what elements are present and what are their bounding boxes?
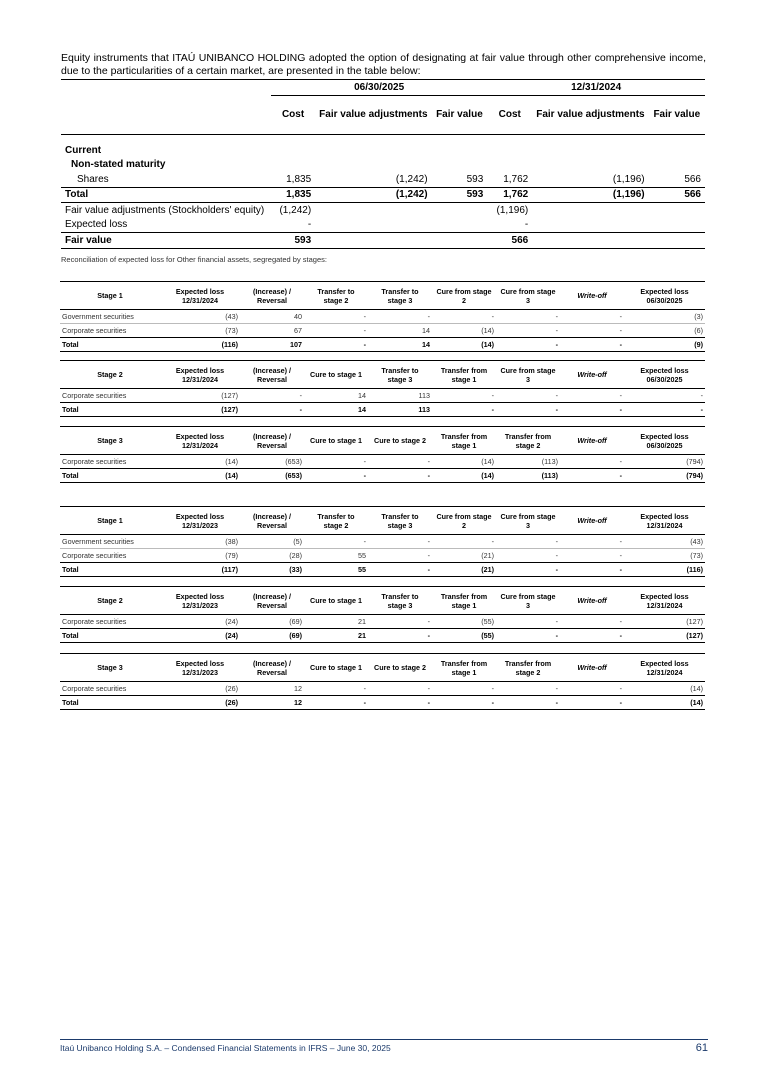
value-cell: 1,835 bbox=[286, 173, 312, 185]
stage1-table-2024 bbox=[60, 506, 705, 577]
value-cell: 14 bbox=[422, 326, 430, 335]
table-row bbox=[60, 549, 705, 563]
value-cell: (14) bbox=[690, 684, 703, 693]
value-cell: (24) bbox=[225, 617, 238, 626]
value-cell: - bbox=[560, 469, 624, 483]
value-cell: - bbox=[560, 338, 624, 352]
column-header: Cure from stage 2 bbox=[432, 507, 496, 535]
value-cell: (26) bbox=[160, 696, 240, 710]
table-row bbox=[60, 455, 705, 469]
table-row bbox=[60, 310, 705, 324]
column-header: Expected loss 12/31/2024 bbox=[624, 507, 705, 535]
total-label: Total bbox=[60, 338, 160, 352]
column-header: Cure to stage 1 bbox=[304, 361, 368, 389]
column-header: Transfer from stage 2 bbox=[496, 427, 560, 455]
value-cell: - bbox=[432, 403, 496, 417]
table-header-row bbox=[60, 427, 705, 455]
column-header: Transfer to stage 2 bbox=[304, 507, 368, 535]
value-cell: (73) bbox=[225, 326, 238, 335]
column-header: (Increase) / Reversal bbox=[240, 427, 304, 455]
value-cell: - bbox=[432, 310, 496, 324]
period-2: 12/31/2024 bbox=[487, 80, 705, 96]
value-cell: (21) bbox=[481, 551, 494, 560]
value-cell: 40 bbox=[240, 310, 304, 324]
total-label: Total bbox=[60, 469, 160, 483]
value-cell: - bbox=[427, 617, 430, 626]
value-cell: 593 bbox=[466, 173, 484, 185]
value-cell: (6) bbox=[694, 326, 703, 335]
total-label: Total bbox=[60, 403, 160, 417]
expected-loss-label: Expected loss bbox=[61, 218, 271, 233]
value-cell: - bbox=[240, 403, 304, 417]
column-header: Transfer from stage 1 bbox=[432, 587, 496, 615]
value-cell: - bbox=[496, 563, 560, 577]
value-cell: (127) bbox=[221, 391, 238, 400]
column-header: Stage 1 bbox=[60, 282, 160, 310]
value-cell: - bbox=[555, 391, 558, 400]
row-label: Corporate securities bbox=[62, 617, 127, 626]
column-header: Stage 1 bbox=[60, 507, 160, 535]
column-header: Cure to stage 1 bbox=[304, 587, 368, 615]
value-cell: - bbox=[555, 326, 558, 335]
value-cell: - bbox=[368, 563, 432, 577]
expected-loss-row bbox=[61, 218, 705, 233]
value-cell: - bbox=[496, 403, 560, 417]
adjustments-row bbox=[61, 203, 705, 218]
header-cost: Cost bbox=[271, 96, 315, 135]
row-label: Government securities bbox=[60, 310, 160, 324]
value-cell: (1,242) bbox=[315, 187, 431, 203]
column-header: Expected loss 06/30/2025 bbox=[624, 427, 705, 455]
stage3-table-2025 bbox=[60, 426, 705, 483]
value-cell: (127) bbox=[624, 629, 705, 643]
value-cell: (117) bbox=[160, 563, 240, 577]
value-cell: (113) bbox=[496, 469, 560, 483]
value-cell: (69) bbox=[240, 629, 304, 643]
value-cell: (127) bbox=[160, 403, 240, 417]
total-row bbox=[60, 629, 705, 643]
value-cell: - bbox=[700, 391, 703, 400]
row-label: Corporate securities bbox=[62, 391, 127, 400]
value-cell: (1,196) bbox=[496, 204, 529, 216]
value-cell: 566 bbox=[684, 173, 701, 185]
value-cell: - bbox=[271, 218, 315, 233]
value-cell: (1,242) bbox=[279, 204, 312, 216]
value-cell: - bbox=[304, 696, 368, 710]
total-row bbox=[60, 338, 705, 352]
value-cell: - bbox=[560, 535, 624, 549]
value-cell: - bbox=[619, 457, 622, 466]
value-cell: - bbox=[555, 551, 558, 560]
header-fv-adjustments: Fair value adjustments bbox=[315, 96, 431, 135]
stage3-table-2024 bbox=[60, 653, 705, 710]
total-row bbox=[61, 187, 705, 203]
value-cell: (43) bbox=[624, 535, 705, 549]
column-header: Transfer from stage 2 bbox=[496, 654, 560, 682]
value-cell: 14 bbox=[304, 403, 368, 417]
column-header-row bbox=[61, 96, 705, 135]
reconciliation-title: Reconciliation of expected loss for Other financial assets, segregated by stages: bbox=[61, 255, 327, 264]
header-fair-value: Fair value bbox=[432, 96, 488, 135]
column-header: Expected loss 12/31/2024 bbox=[160, 282, 240, 310]
value-cell: - bbox=[619, 391, 622, 400]
value-cell: (113) bbox=[541, 457, 558, 466]
column-header: Cure from stage 3 bbox=[496, 587, 560, 615]
footer-text: Itaú Unibanco Holding S.A. – Condensed Financial Statements in IFRS – June 30, 2025 bbox=[60, 1043, 391, 1053]
value-cell: (55) bbox=[432, 629, 496, 643]
value-cell: - bbox=[304, 338, 368, 352]
table-header-row bbox=[60, 282, 705, 310]
value-cell: - bbox=[560, 310, 624, 324]
value-cell: (21) bbox=[432, 563, 496, 577]
column-header: Expected loss 12/31/2024 bbox=[624, 654, 705, 682]
value-cell: (28) bbox=[289, 551, 302, 560]
row-label: Government securities bbox=[60, 535, 160, 549]
total-label: Total bbox=[60, 563, 160, 577]
value-cell: 21 bbox=[304, 629, 368, 643]
value-cell: 55 bbox=[304, 563, 368, 577]
value-cell: (73) bbox=[690, 551, 703, 560]
value-cell: - bbox=[619, 617, 622, 626]
value-cell: (116) bbox=[624, 563, 705, 577]
value-cell: - bbox=[619, 326, 622, 335]
value-cell: 55 bbox=[358, 551, 366, 560]
table-header-row bbox=[60, 654, 705, 682]
value-cell: - bbox=[560, 629, 624, 643]
column-header: Transfer from stage 1 bbox=[432, 361, 496, 389]
value-cell: (127) bbox=[686, 617, 703, 626]
column-header: Expected loss 12/31/2024 bbox=[160, 361, 240, 389]
column-header: Cure to stage 1 bbox=[304, 654, 368, 682]
column-header: Write-off bbox=[560, 587, 624, 615]
column-header: Cure from stage 3 bbox=[496, 361, 560, 389]
value-cell: (69) bbox=[289, 617, 302, 626]
value-cell: - bbox=[427, 457, 430, 466]
value-cell: 593 bbox=[271, 233, 315, 249]
value-cell: (653) bbox=[285, 457, 302, 466]
value-cell: (14) bbox=[624, 696, 705, 710]
adjustments-label: Fair value adjustments (Stockholders' equity) bbox=[65, 204, 265, 216]
value-cell: - bbox=[560, 696, 624, 710]
row-label: Corporate securities bbox=[62, 326, 127, 335]
column-header: Write-off bbox=[560, 427, 624, 455]
fair-value-table bbox=[61, 79, 705, 249]
value-cell: - bbox=[491, 391, 494, 400]
column-header: Transfer from stage 1 bbox=[432, 427, 496, 455]
column-header: Write-off bbox=[560, 654, 624, 682]
column-header: (Increase) / Reversal bbox=[240, 587, 304, 615]
value-cell: - bbox=[624, 403, 705, 417]
table-row bbox=[60, 615, 705, 629]
value-cell: 21 bbox=[358, 617, 366, 626]
column-header: Expected loss 06/30/2025 bbox=[624, 361, 705, 389]
column-header: (Increase) / Reversal bbox=[240, 282, 304, 310]
value-cell: (116) bbox=[160, 338, 240, 352]
value-cell: (653) bbox=[240, 469, 304, 483]
value-cell: 107 bbox=[240, 338, 304, 352]
value-cell: - bbox=[619, 551, 622, 560]
value-cell: (14) bbox=[225, 457, 238, 466]
value-cell: - bbox=[363, 684, 366, 693]
total-row bbox=[60, 696, 705, 710]
value-cell: (26) bbox=[225, 684, 238, 693]
value-cell: (33) bbox=[240, 563, 304, 577]
column-header: Stage 2 bbox=[60, 587, 160, 615]
value-cell: - bbox=[363, 326, 366, 335]
table-header-row bbox=[60, 361, 705, 389]
value-cell: 12 bbox=[240, 696, 304, 710]
column-header: Expected loss 12/31/2024 bbox=[160, 427, 240, 455]
value-cell: - bbox=[496, 696, 560, 710]
total-label: Total bbox=[60, 696, 160, 710]
value-cell: 12 bbox=[294, 684, 302, 693]
current-row bbox=[61, 143, 705, 158]
value-cell: - bbox=[368, 535, 432, 549]
column-header: Write-off bbox=[560, 507, 624, 535]
value-cell: 566 bbox=[649, 187, 705, 203]
column-header: (Increase) / Reversal bbox=[240, 507, 304, 535]
value-cell: (14) bbox=[432, 469, 496, 483]
fair-value-label: Fair value bbox=[61, 233, 271, 249]
value-cell: - bbox=[555, 684, 558, 693]
value-cell: - bbox=[560, 403, 624, 417]
value-cell: - bbox=[368, 696, 432, 710]
table-row bbox=[60, 324, 705, 338]
value-cell: - bbox=[304, 535, 368, 549]
value-cell: - bbox=[496, 535, 560, 549]
stage1-table-2025 bbox=[60, 281, 705, 352]
header-fv-adjustments: Fair value adjustments bbox=[532, 96, 648, 135]
current-label: Current bbox=[65, 144, 102, 156]
column-header: Expected loss 12/31/2023 bbox=[160, 587, 240, 615]
value-cell: 67 bbox=[294, 326, 302, 335]
column-header: Write-off bbox=[560, 361, 624, 389]
header-cost: Cost bbox=[487, 96, 532, 135]
row-label: Corporate securities bbox=[62, 457, 127, 466]
value-cell: (5) bbox=[240, 535, 304, 549]
non-stated-row bbox=[61, 158, 705, 173]
value-cell: (55) bbox=[481, 617, 494, 626]
value-cell: (1,196) bbox=[532, 187, 648, 203]
value-cell: - bbox=[491, 684, 494, 693]
total-label: Total bbox=[60, 629, 160, 643]
value-cell: 593 bbox=[432, 187, 488, 203]
value-cell: - bbox=[368, 629, 432, 643]
column-header: Transfer from stage 1 bbox=[432, 654, 496, 682]
total-row bbox=[60, 469, 705, 483]
value-cell: 1,762 bbox=[503, 173, 529, 185]
value-cell: 566 bbox=[487, 233, 532, 249]
row-label: Corporate securities bbox=[62, 551, 127, 560]
column-header: Transfer to stage 2 bbox=[304, 282, 368, 310]
period-header-row bbox=[61, 80, 705, 96]
header-fair-value: Fair value bbox=[649, 96, 705, 135]
column-header: (Increase) / Reversal bbox=[240, 654, 304, 682]
value-cell: (1,242) bbox=[395, 173, 428, 185]
column-header: Stage 3 bbox=[60, 654, 160, 682]
total-row bbox=[60, 563, 705, 577]
column-header: Expected loss 12/31/2023 bbox=[160, 654, 240, 682]
value-cell: (14) bbox=[481, 457, 494, 466]
value-cell: - bbox=[487, 218, 532, 233]
value-cell: - bbox=[560, 563, 624, 577]
table-row bbox=[60, 389, 705, 403]
column-header: Cure from stage 3 bbox=[496, 507, 560, 535]
value-cell: - bbox=[304, 469, 368, 483]
value-cell: - bbox=[363, 457, 366, 466]
non-stated-label: Non-stated maturity bbox=[71, 159, 166, 171]
value-cell: (14) bbox=[160, 469, 240, 483]
table-header-row bbox=[60, 507, 705, 535]
value-cell: - bbox=[555, 617, 558, 626]
total-row bbox=[60, 403, 705, 417]
value-cell: (3) bbox=[624, 310, 705, 324]
value-cell: - bbox=[496, 338, 560, 352]
column-header: Expected loss 12/31/2023 bbox=[160, 507, 240, 535]
value-cell: - bbox=[496, 629, 560, 643]
total-label: Total bbox=[61, 187, 271, 203]
column-header: Write-off bbox=[560, 282, 624, 310]
column-header: Transfer to stage 3 bbox=[368, 587, 432, 615]
shares-row bbox=[61, 172, 705, 187]
value-cell: - bbox=[432, 535, 496, 549]
column-header: Cure from stage 2 bbox=[432, 282, 496, 310]
column-header: Transfer to stage 3 bbox=[368, 282, 432, 310]
stage2-table-2024 bbox=[60, 586, 705, 643]
value-cell: 14 bbox=[368, 338, 432, 352]
value-cell: - bbox=[304, 310, 368, 324]
value-cell: - bbox=[496, 310, 560, 324]
column-header: Expected loss 06/30/2025 bbox=[624, 282, 705, 310]
stage2-table-2025 bbox=[60, 360, 705, 417]
table-header-row bbox=[60, 587, 705, 615]
value-cell: (38) bbox=[160, 535, 240, 549]
value-cell: - bbox=[427, 551, 430, 560]
value-cell: (14) bbox=[481, 326, 494, 335]
page-number: 61 bbox=[695, 1042, 708, 1054]
intro-paragraph: Equity instruments that ITAÚ UNIBANCO HOLDING adopted the option of designating at fair value through other comprehensive income, due to the particularities of a certain market, are presented in the table below: bbox=[61, 52, 706, 77]
value-cell: - bbox=[368, 310, 432, 324]
value-cell: (9) bbox=[624, 338, 705, 352]
table-row bbox=[60, 535, 705, 549]
value-cell: 1,762 bbox=[487, 187, 532, 203]
value-cell: - bbox=[299, 391, 302, 400]
value-cell: 1,835 bbox=[271, 187, 315, 203]
period-1: 06/30/2025 bbox=[271, 80, 487, 96]
column-header: (Increase) / Reversal bbox=[240, 361, 304, 389]
value-cell: - bbox=[619, 684, 622, 693]
value-cell: - bbox=[368, 469, 432, 483]
value-cell: (14) bbox=[432, 338, 496, 352]
row-label: Corporate securities bbox=[62, 684, 127, 693]
table-row bbox=[60, 682, 705, 696]
value-cell: (794) bbox=[624, 469, 705, 483]
page-footer bbox=[60, 1039, 708, 1054]
value-cell: - bbox=[432, 696, 496, 710]
value-cell: (24) bbox=[160, 629, 240, 643]
shares-label: Shares bbox=[77, 173, 109, 185]
value-cell: - bbox=[427, 684, 430, 693]
value-cell: (79) bbox=[225, 551, 238, 560]
value-cell: 113 bbox=[418, 391, 430, 400]
value-cell: 113 bbox=[368, 403, 432, 417]
column-header: Transfer to stage 3 bbox=[368, 361, 432, 389]
column-header: Transfer to stage 3 bbox=[368, 507, 432, 535]
value-cell: 14 bbox=[358, 391, 366, 400]
column-header: Stage 2 bbox=[60, 361, 160, 389]
column-header: Cure to stage 1 bbox=[304, 427, 368, 455]
fair-value-row bbox=[61, 233, 705, 249]
column-header: Expected loss 12/31/2024 bbox=[624, 587, 705, 615]
column-header: Cure to stage 2 bbox=[368, 654, 432, 682]
value-cell: (43) bbox=[160, 310, 240, 324]
column-header: Stage 3 bbox=[60, 427, 160, 455]
column-header: Cure from stage 3 bbox=[496, 282, 560, 310]
column-header: Cure to stage 2 bbox=[368, 427, 432, 455]
value-cell: (1,196) bbox=[612, 173, 645, 185]
value-cell: (794) bbox=[686, 457, 703, 466]
